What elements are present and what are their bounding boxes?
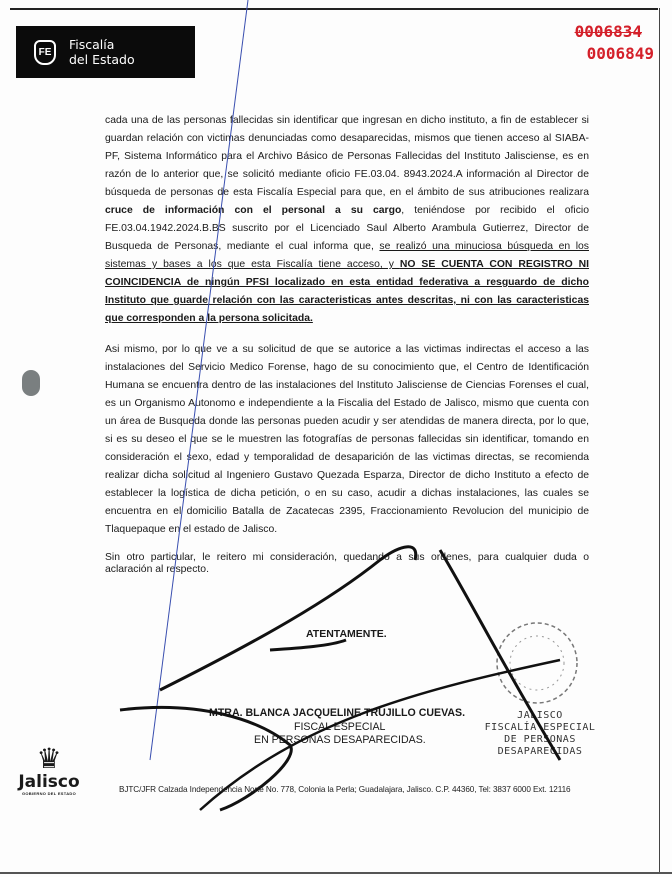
- signer-title-2: EN PERSONAS DESAPARECIDAS.: [254, 734, 426, 746]
- shield-badge-icon: FE: [34, 40, 56, 65]
- folio-number-crossed: 0006834: [574, 22, 642, 41]
- closing: ATENTAMENTE.: [306, 628, 387, 640]
- stamp-text: [470, 710, 610, 758]
- signer-title: FISCAL ESPECIAL: [294, 721, 386, 733]
- page-border-right: [659, 8, 660, 873]
- jalisco-wordmark: Jalisco: [18, 772, 80, 792]
- footer-address: BJTC/JFR Calzada Independencia Norte No. 778, Colonia la Perla; Guadalajara, Jalisco. C.P. 44360, Tel: 3837 6000 Ext. 12116: [119, 785, 571, 794]
- paragraph-3: Sin otro particular, le reitero mi consideración, quedando a sus ordenes, para cualquier duda o aclaración al respecto.: [105, 552, 589, 575]
- punch-hole: [22, 370, 40, 396]
- p1-bold: cruce de información con el personal a su cargo: [105, 205, 402, 216]
- crown-crest-icon: ♛: [36, 743, 62, 774]
- official-stamp-icon: [487, 617, 587, 712]
- p1-underlined: se realizó una minuciosa búsqueda en los sistemas y bases a los que esta Fiscalía tiene acceso, y: [105, 241, 589, 270]
- letter-body: [105, 112, 589, 576]
- paragraph-1: [105, 112, 589, 328]
- jalisco-subtitle: GOBIERNO DEL ESTADO: [21, 791, 76, 796]
- p1-text: cada una de las personas fallecidas sin identificar que ingresan en dicho instituto, a fin de establecer si guardan relación con victimas denunciadas como desaparecidas, mismos que tienen acceso al SIABA-PF, Sistema Informático para el Archivo Básico de Personas Fallecidas del Instituto Jalisciense, es en razón de lo anterior que, se solicitó mediante oficio FE.03.04. 8943.2024.A información al Director de búsqueda de personas de esta Fiscalía Especial para que, en el ámbito de sus atribuciones realizara: [105, 115, 589, 198]
- fiscalia-logo: [16, 26, 195, 78]
- signature-stroke-4: [270, 640, 346, 650]
- stamp-line3: DE PERSONAS: [504, 734, 576, 745]
- stamp-line2: FISCALÍA ESPECIAL: [484, 722, 596, 733]
- p1-bold-underlined: NO SE CUENTA CON REGISTRO NI COINCIDENCIA de ningún PFSI localizado en esta entidad federativa a resguardo de dicho Instituto que guarde relación con las caracteristicas antes descritas, ni con las caracteristicas que corresponden a la persona solicitada.: [105, 259, 590, 324]
- page-border-bottom: [0, 872, 672, 874]
- page-border-top: [10, 8, 658, 10]
- logo-line1: Fiscalía: [69, 37, 115, 52]
- p1-text-2: , teniéndose por recibido el oficio FE.03.04.1942.2024.B.BS suscrito por el Licenciado Saul Alberto Arambula Gutierrez, Director de Busqueda de Personas, mediante el cual informa que,: [105, 205, 589, 252]
- stamp-line4: DESAPARECIDAS: [497, 746, 583, 757]
- signature-stroke-3: [120, 707, 291, 810]
- stamp-line1: JALISCO: [517, 710, 563, 721]
- logo-text: [69, 37, 135, 67]
- jalisco-logo: [14, 744, 84, 796]
- logo-line2: del Estado: [69, 52, 135, 67]
- paragraph-2: Asi mismo, por lo que ve a su solicitud de que se autorice a las victimas indirectas el acceso a las instalaciones del Servicio Medico Forense, hago de su conocimiento que, el Centro de Identificación Humana se encuentra dentro de las instalaciones del Instituto Jalisciense de Ciencias Forenses el cual, es un Organismo Autonomo e independiente a la Fiscalia del Estado de Jalisco, mismo que cuenta con un área de Busqueda donde las personas pueden acudir y ser atendidas de manera directa, por lo que, si es su deseo el que se le muestren las fotografías de personas fallecidas sin identificar, tomando en consideración el sexo, edad y temporalidad de desaparición de las victimas directas, se recomienda realizar dicha solicitud al Ingeniero Gustavo Quezada Esparza, Director de dicho Instituto a efecto de establecer la logística de dicha petición, o en su caso, acudir a dichas instalaciones, las cuales se encuentra en el domicilio Batalla de Zacatecas 2395, Fraccionamiento Revolucion del municipio de Tlaquepaque en el estado de Jalisco.: [105, 344, 589, 535]
- signer-name: MTRA. BLANCA JACQUELINE TRUJILLO CUEVAS.: [209, 707, 466, 719]
- folio-number: 0006849: [586, 44, 654, 63]
